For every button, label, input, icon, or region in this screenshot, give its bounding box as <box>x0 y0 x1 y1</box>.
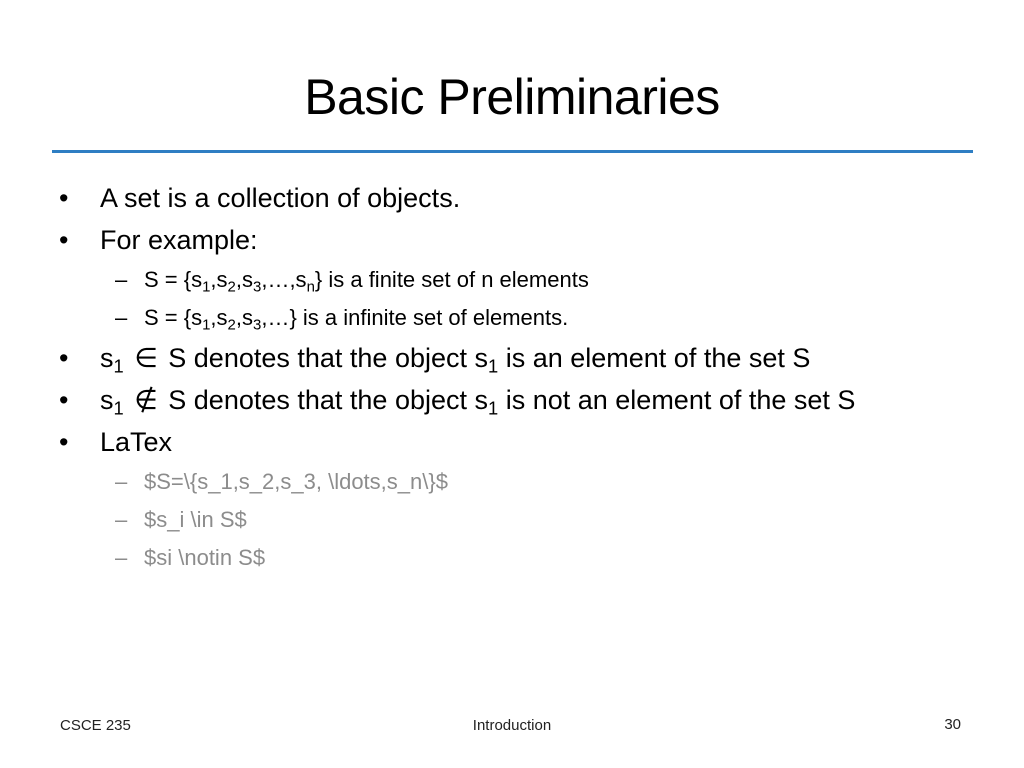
title-underline <box>52 150 973 153</box>
bullet-icon: • <box>59 343 69 373</box>
sub-item-finite-set <box>58 265 968 294</box>
subscript: 1 <box>488 355 499 377</box>
bullet-icon: • <box>59 225 69 255</box>
slide-body <box>58 181 968 581</box>
dash-icon: – <box>115 507 128 532</box>
slide-title: Basic Preliminaries <box>304 69 720 125</box>
element-of-rest: is an element of the set S <box>498 343 811 373</box>
separator: ,s <box>210 267 228 292</box>
latex-item-set <box>58 467 968 496</box>
element-of-text: S denotes that the object s <box>168 343 488 373</box>
variable-s: s <box>100 385 114 415</box>
subscript: 1 <box>113 397 124 419</box>
subscript: n <box>306 278 315 296</box>
not-element-of-text: S denotes that the object s <box>168 385 488 415</box>
dash-icon: – <box>115 305 128 330</box>
sub-item-infinite-set <box>58 303 968 332</box>
footer-course: CSCE 235 <box>60 717 131 734</box>
bullet-item-for-example <box>58 223 968 257</box>
bullet-icon: • <box>59 385 69 415</box>
subscript: 2 <box>227 278 236 296</box>
separator: ,s <box>235 305 253 330</box>
subscript: 1 <box>488 397 499 419</box>
not-element-of-rest: is not an element of the set S <box>498 385 856 415</box>
dash-icon: – <box>115 545 128 570</box>
finite-prefix: S = {s <box>144 267 203 292</box>
bullet-icon: • <box>59 427 69 457</box>
latex-code: $si \notin S$ <box>144 545 266 570</box>
bullet-text: LaTex <box>100 427 173 457</box>
latex-item-notin <box>58 543 968 572</box>
latex-code: $S=\{s_1,s_2,s_3, \ldots,s_n\}$ <box>144 469 448 494</box>
bullet-item-latex <box>58 425 968 459</box>
separator: ,s <box>235 267 253 292</box>
separator: ,…,s <box>261 267 307 292</box>
subscript: 3 <box>253 278 262 296</box>
infinite-prefix: S = {s <box>144 305 203 330</box>
separator: ,s <box>210 305 228 330</box>
not-element-of-symbol: ∉ <box>134 385 158 415</box>
bullet-item-not-element-of <box>58 383 968 417</box>
finite-suffix: } is a finite set of n elements <box>314 267 589 292</box>
bullet-text: A set is a collection of objects. <box>100 183 461 213</box>
latex-item-in <box>58 505 968 534</box>
subscript: 1 <box>202 278 211 296</box>
bullet-icon: • <box>59 183 69 213</box>
bullet-text: For example: <box>100 225 258 255</box>
latex-code: $s_i \in S$ <box>144 507 247 532</box>
bullet-item-element-of <box>58 341 968 375</box>
element-of-symbol: ∈ <box>134 343 158 373</box>
footer-topic: Introduction <box>472 717 552 734</box>
subscript: 2 <box>227 316 236 334</box>
dash-icon: – <box>115 469 128 494</box>
subscript: 1 <box>113 355 124 377</box>
bullet-item-set-definition <box>58 181 968 215</box>
dash-icon: – <box>115 267 128 292</box>
subscript: 3 <box>253 316 262 334</box>
subscript: 1 <box>202 316 211 334</box>
variable-s: s <box>100 343 114 373</box>
infinite-suffix: ,…} is a infinite set of elements. <box>261 305 569 330</box>
page-number: 30 <box>944 716 961 733</box>
